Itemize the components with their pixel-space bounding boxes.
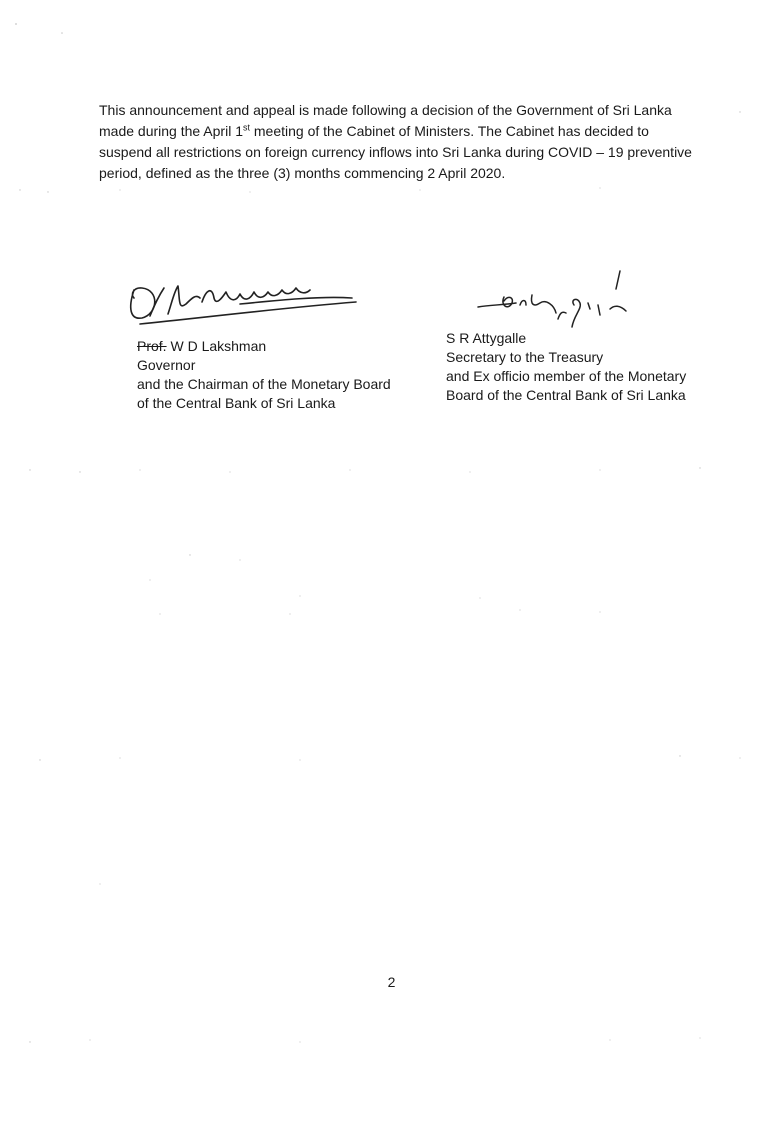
ordinal-suffix: st [242,122,250,133]
governor-role: Governor [137,357,196,373]
name-text: W D Lakshman [166,338,267,354]
governor-affiliation-1: and the Chairman of the Monetary Board [137,376,391,392]
body-paragraph [99,100,699,184]
secretary-affiliation-1: and Ex officio member of the Monetary [446,368,687,384]
secretary-role: Secretary to the Treasury [446,349,604,365]
signatory-secretary [446,329,686,405]
governor-affiliation-2: of the Central Bank of Sri Lanka [137,395,336,411]
secretary-affiliation-2: Board of the Central Bank of Sri Lanka [446,387,686,403]
governor-name [137,337,391,356]
paragraph-text-1: This announcement and appeal is made following a decision of the Government of Sri Lanka made during the April 1 [99,102,672,139]
title-prefix: Prof. [137,338,167,354]
signatory-governor [137,337,391,413]
signature-secretary [470,265,650,335]
secretary-name: S R Attygalle [446,330,527,346]
page-number: 2 [387,974,396,990]
signature-governor [120,268,370,338]
paragraph-text-2: meeting of the Cabinet of Ministers. The Cabinet has decided to suspend all restrictions on foreign currency inflows into Sri Lanka during COVID – 19 preventive period, defined as the three (3) months commencing 2 April 2020. [99,123,692,181]
